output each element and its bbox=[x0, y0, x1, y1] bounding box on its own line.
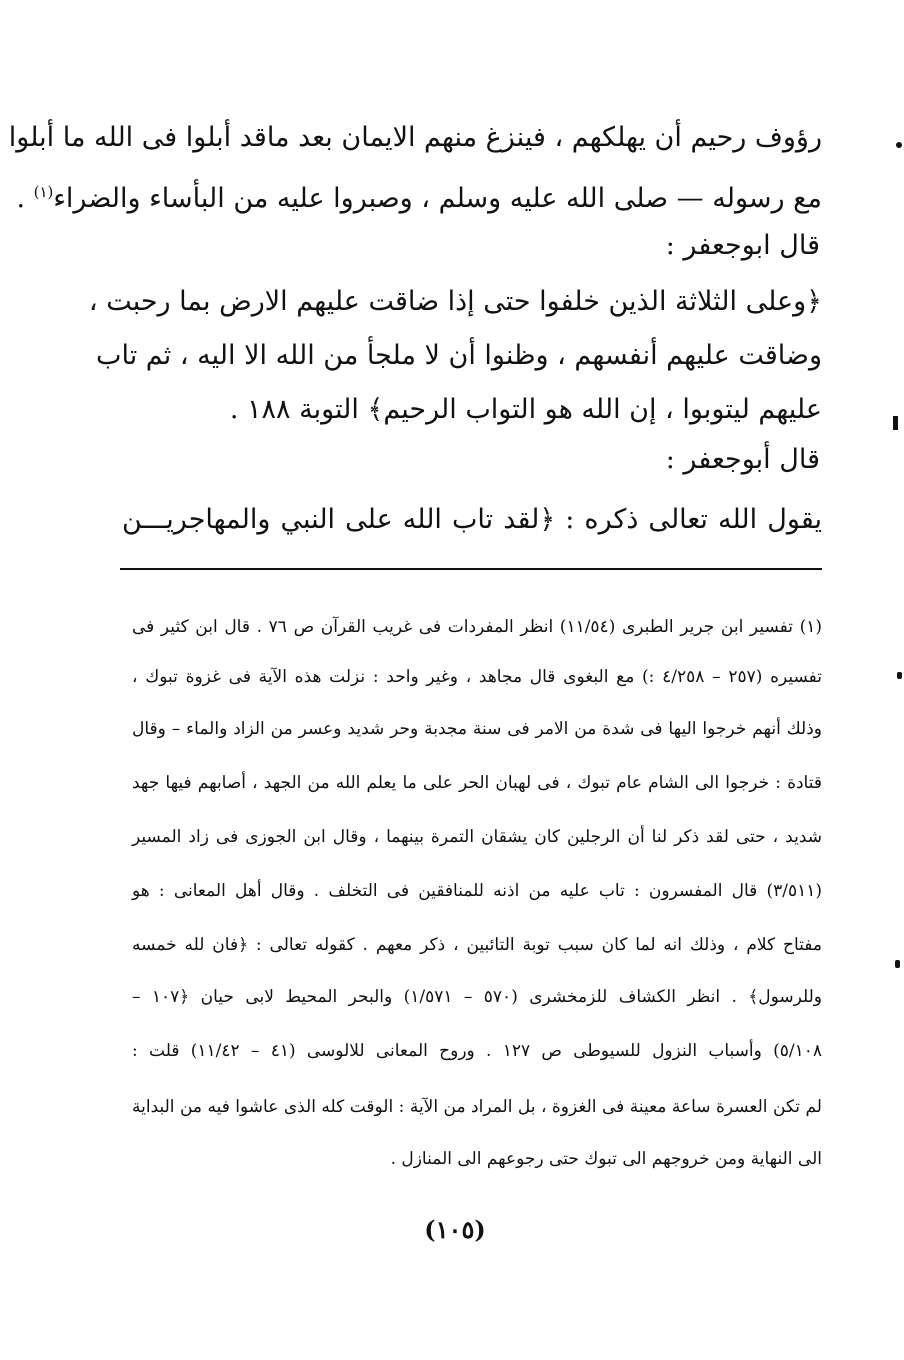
section-heading-2: قال أبوجعفر : bbox=[665, 444, 820, 475]
main-text-line-2-end: . bbox=[16, 183, 34, 214]
main-text-line-1: رؤوف رحيم أن يهلكهم ، فينزغ منهم الايمان بعد ماقد أبلوا فى الله ما أبلوا bbox=[8, 122, 822, 153]
main-text-line-5: وضاقت عليهم أنفسهم ، وظنوا أن لا ملجأ من الله الا اليه ، ثم تاب bbox=[96, 340, 822, 371]
footnote-line-3: وذلك أنهم خرجوا اليها فى شدة من الامر فى سنة مجدبة وحر شديد وعسر من الزاد والماء – وقال bbox=[132, 719, 822, 739]
footnote-line-4: قتادة : خرجوا الى الشام عام تبوك ، فى لهبان الحر على ما يعلم الله من الجهد ، أصابهم فيها جهد bbox=[132, 773, 822, 793]
scan-mark-dot bbox=[895, 960, 900, 968]
main-text-line-6: عليهم ليتوبوا ، إن الله هو التواب الرحيم﴾ التوبة ١٨٨ . bbox=[229, 394, 822, 425]
scan-mark-dot bbox=[897, 672, 902, 679]
footnote-line-11: الى النهاية ومن خروجهم الى تبوك حتى رجوعهم الى المنازل . bbox=[390, 1149, 822, 1169]
main-text-line-4: ﴿وعلى الثلاثة الذين خلفوا حتى إذا ضاقت عليهم الارض بما رحبت ، bbox=[88, 286, 822, 317]
footnote-line-8: وللرسول﴾ . انظر الكشاف للزمخشرى (٥٧٠ – ١/٥٧١) والبحر المحيط لابى حيان ﴿١٠٧ – bbox=[132, 987, 823, 1007]
main-text-line-8: يقول الله تعالى ذكره : ﴿لقد تاب الله على النبي والمهاجريـــن bbox=[122, 504, 822, 535]
footnote-line-7: مفتاح كلام ، وذلك انه لما كان سبب توبة التائبين ، ذكر معهم . كقوله تعالى : ﴿فان لله خمسه bbox=[132, 935, 822, 955]
footnote-separator-rule bbox=[120, 568, 822, 570]
footnote-line-9: ٥/١٠٨) وأسباب النزول للسيوطى ص ١٢٧ . وروح المعانى للالوسى (٤١ – ١١/٤٢) قلت : bbox=[132, 1041, 822, 1061]
footnote-line-5: شديد ، حتى لقد ذكر لنا أن الرجلين كان يشقان التمرة بينهما ، وقال ابن الجوزى فى زاد المسير bbox=[132, 827, 822, 847]
main-text-line-2 bbox=[16, 172, 822, 220]
scan-mark-dot bbox=[896, 142, 902, 148]
main-text-line-2-body: مع رسوله — صلى الله عليه وسلم ، وصبروا عليه من البأساء والضراء bbox=[53, 183, 822, 214]
scan-mark-tick bbox=[893, 416, 898, 430]
footnote-line-6: (٣/٥١١) قال المفسرون : تاب عليه من اذنه للمنافقين فى التخلف . وقال أهل المعانى : هو bbox=[132, 881, 822, 901]
page-number: (١٠٥) bbox=[424, 1215, 486, 1244]
footnote-line-1: (١) تفسير ابن جرير الطبرى (١١/٥٤) انظر المفردات فى غريب القرآن ص ٧٦ . قال ابن كثير فى bbox=[132, 617, 822, 637]
section-heading-1: قال ابوجعفر : bbox=[665, 230, 820, 261]
footnote-line-10: لم تكن العسرة ساعة معينة فى الغزوة ، بل المراد من الآية : الوقت كله الذى عاشوا فيه من البداية bbox=[132, 1097, 822, 1117]
footnote-reference: (١) bbox=[33, 183, 54, 201]
footnote-line-2: تفسيره (٢٥٧ – ٤/٢٥٨ :) مع البغوى قال مجاهد ، وغير واحد : نزلت هذه الآية فى غزوة تبوك ، bbox=[132, 667, 822, 687]
